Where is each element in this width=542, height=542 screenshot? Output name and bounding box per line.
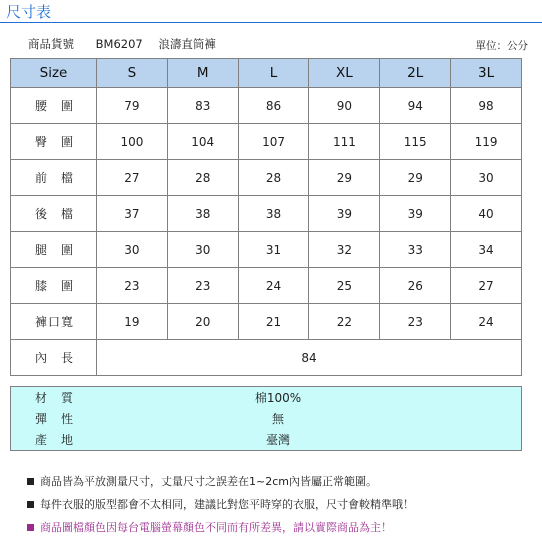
table-cell: 24 (238, 268, 309, 304)
product-code-label: 商品貨號 (28, 37, 74, 51)
table-cell: 30 (167, 232, 238, 268)
table-cell: 19 (97, 304, 168, 340)
table-cell: 32 (309, 232, 380, 268)
note-text: 商品皆為平放測量尺寸，丈量尺寸之誤差在1~2cm內皆屬正常範圍。 (40, 475, 377, 488)
table-row (11, 196, 522, 232)
table-row (11, 88, 522, 124)
table-cell: 111 (309, 124, 380, 160)
table-cell: 94 (380, 88, 451, 124)
table-cell: 23 (97, 268, 168, 304)
origin-label: 產 地 (35, 433, 75, 447)
table-cell: 20 (167, 304, 238, 340)
product-name: 浪濤直筒褲 (158, 37, 216, 51)
notes-list (27, 470, 414, 539)
table-cell: 39 (309, 196, 380, 232)
table-cell: 100 (97, 124, 168, 160)
header-cell: S (97, 59, 168, 88)
row-label: 褲口寬 (11, 304, 97, 340)
note-text: 每件衣服的版型都會不太相同，建議比對您平時穿的衣服，尺寸會較精準哦！ (40, 498, 414, 511)
elasticity-label: 彈 性 (35, 412, 75, 426)
product-info (28, 36, 216, 52)
square-bullet-icon (27, 478, 34, 485)
header-cell: 3L (451, 59, 522, 88)
row-label: 膝 圍 (11, 268, 97, 304)
elasticity-value: 無 (271, 412, 284, 426)
table-cell: 24 (451, 304, 522, 340)
note-text: 商品圖檔顏色因每台電腦螢幕顏色不同而有所差異，請以實際商品為主！ (40, 521, 392, 534)
table-cell: 38 (238, 196, 309, 232)
table-row (11, 160, 522, 196)
table-cell: 27 (451, 268, 522, 304)
table-cell: 25 (309, 268, 380, 304)
table-cell: 28 (167, 160, 238, 196)
elasticity-row (11, 408, 522, 429)
table-cell: 83 (167, 88, 238, 124)
table-cell: 22 (309, 304, 380, 340)
table-row (11, 124, 522, 160)
table-cell: 107 (238, 124, 309, 160)
table-cell: 38 (167, 196, 238, 232)
square-bullet-icon (27, 501, 34, 508)
row-label: 內 長 (11, 340, 97, 376)
table-cell: 90 (309, 88, 380, 124)
table-cell: 79 (97, 88, 168, 124)
material-label: 材 質 (35, 391, 75, 405)
table-cell: 29 (309, 160, 380, 196)
product-code: BM6207 (95, 37, 143, 51)
header-cell: Size (11, 59, 97, 88)
table-cell: 33 (380, 232, 451, 268)
inseam-row (11, 340, 522, 376)
header-cell: M (167, 59, 238, 88)
table-row (11, 268, 522, 304)
square-bullet-icon (27, 524, 34, 531)
material-value: 棉100% (254, 391, 302, 405)
table-cell: 30 (97, 232, 168, 268)
table-cell: 29 (380, 160, 451, 196)
table-cell: 34 (451, 232, 522, 268)
table-row (11, 304, 522, 340)
note-item (27, 493, 414, 516)
table-cell: 21 (238, 304, 309, 340)
inseam-value: 84 (97, 340, 522, 376)
table-cell: 104 (167, 124, 238, 160)
table-cell: 39 (380, 196, 451, 232)
title-divider (0, 22, 542, 23)
table-cell: 37 (97, 196, 168, 232)
size-header-row (11, 59, 522, 88)
table-cell: 119 (451, 124, 522, 160)
note-item (27, 470, 414, 493)
table-cell: 98 (451, 88, 522, 124)
table-cell: 86 (238, 88, 309, 124)
table-cell: 31 (238, 232, 309, 268)
origin-value: 臺灣 (265, 433, 290, 447)
table-cell: 40 (451, 196, 522, 232)
note-item (27, 516, 414, 539)
table-cell: 23 (380, 304, 451, 340)
material-row (11, 387, 522, 409)
row-label: 腿 圍 (11, 232, 97, 268)
header-cell: L (238, 59, 309, 88)
material-table (10, 386, 522, 451)
table-cell: 28 (238, 160, 309, 196)
table-cell: 26 (380, 268, 451, 304)
unit-label: 單位：公分 (475, 40, 528, 52)
row-label: 臀 圍 (11, 124, 97, 160)
size-table (10, 58, 522, 376)
row-label: 前 檔 (11, 160, 97, 196)
header-cell: 2L (380, 59, 451, 88)
table-cell: 27 (97, 160, 168, 196)
table-cell: 115 (380, 124, 451, 160)
page-title: 尺寸表 (6, 3, 52, 21)
table-cell: 30 (451, 160, 522, 196)
origin-row (11, 429, 522, 451)
header-cell: XL (309, 59, 380, 88)
row-label: 後 檔 (11, 196, 97, 232)
table-cell: 23 (167, 268, 238, 304)
table-row (11, 232, 522, 268)
row-label: 腰 圍 (11, 88, 97, 124)
